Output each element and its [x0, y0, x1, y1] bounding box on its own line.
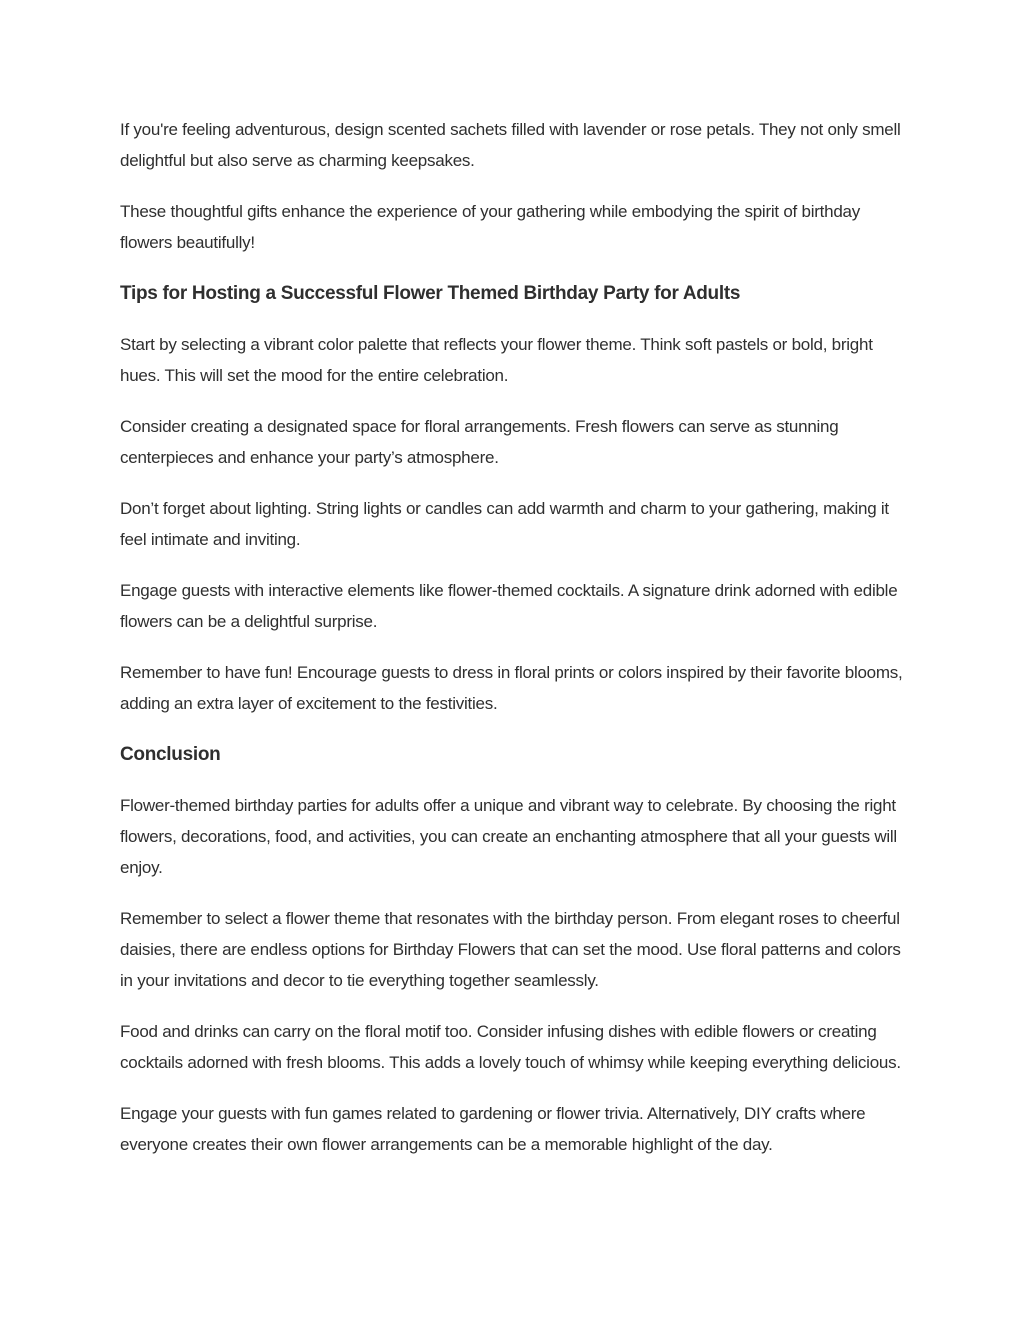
conclusion-heading: Conclusion: [120, 744, 221, 765]
paragraph-scented-sachets: If you're feeling adventurous, design scented sachets filled with lavender or rose petals. They not only smell delightful but also serve as charming keepsakes.: [120, 120, 901, 170]
paragraph-floral-arrangements: Consider creating a designated space for floral arrangements. Fresh flowers can serve as stunning centerpieces and enhance your party’s atmosphere.: [120, 417, 839, 467]
paragraph-flower-theme: Remember to select a flower theme that resonates with the birthday person. From elegant roses to cheerful daisies, there are endless options for Birthday Flowers that can set the mood. Use floral patterns and colors in your invitations and decor to tie everything together seamlessly.: [120, 909, 901, 990]
paragraph-have-fun: Remember to have fun! Encourage guests to dress in floral prints or colors inspired by their favorite blooms, adding an extra layer of excitement to the festivities.: [120, 663, 903, 713]
paragraph-thoughtful-gifts: These thoughtful gifts enhance the experience of your gathering while embodying the spirit of birthday flowers beautifully!: [120, 202, 860, 252]
tips-heading: Tips for Hosting a Successful Flower Themed Birthday Party for Adults: [120, 283, 741, 304]
paragraph-games-crafts: Engage your guests with fun games related to gardening or flower trivia. Alternatively, DIY crafts where everyone creates their own flower arrangements can be a memorable highlight of the day.: [120, 1104, 866, 1154]
paragraph-food-drinks: Food and drinks can carry on the floral motif too. Consider infusing dishes with edible flowers or creating cocktails adorned with fresh blooms. This adds a lovely touch of whimsy while keeping everything delicious.: [120, 1022, 901, 1072]
paragraph-color-palette: Start by selecting a vibrant color palette that reflects your flower theme. Think soft pastels or bold, bright hues. This will set the mood for the entire celebration.: [120, 335, 873, 385]
document-page: [120, 114, 910, 1180]
paragraph-lighting: Don’t forget about lighting. String lights or candles can add warmth and charm to your gathering, making it feel intimate and inviting.: [120, 499, 889, 549]
paragraph-cocktails: Engage guests with interactive elements like flower-themed cocktails. A signature drink adorned with edible flowers can be a delightful surprise.: [120, 581, 898, 631]
paragraph-conclusion-intro: Flower-themed birthday parties for adults offer a unique and vibrant way to celebrate. By choosing the right flowers, decorations, food, and activities, you can create an enchanting atmosphere that all your guests will enjoy.: [120, 796, 897, 877]
